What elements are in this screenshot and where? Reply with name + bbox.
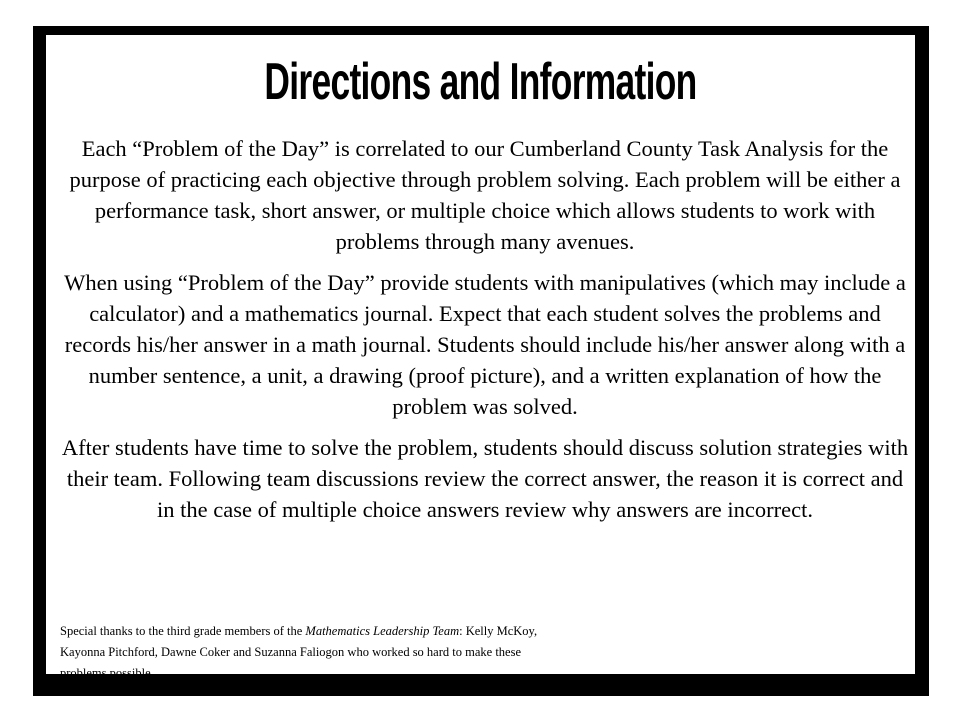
credits-note (60, 621, 550, 684)
paragraph-correlation: Each “Problem of the Day” is correlated to our Cumberland County Task Analysis for the purpose of practicing each objective through problem solving. Each problem will be either a performance task, short answer, or multiple choice which allows students to work with problems through many avenues. (69, 136, 901, 254)
credits-suffix: : Kelly McKoy, Kayonna Pitchford, Dawne Coker and Suzanna Faliogon who worked so hard to make these problems possible. (60, 624, 538, 680)
paragraph-discussion: After students have time to solve the problem, students should discuss solution strategies with their team. Following team discussions review the correct answer, the reason it is correct and in the case of multiple choice answers review why answers are incorrect. (61, 435, 909, 522)
black-frame (33, 26, 929, 696)
credits-team-name: Mathematics Leadership Team (305, 624, 460, 638)
page-title: Directions and Information (264, 53, 697, 111)
body-text (60, 133, 910, 535)
credits-prefix: Special thanks to the third grade members of the (60, 624, 306, 638)
content-panel (46, 35, 915, 680)
paragraph-usage: When using “Problem of the Day” provide students with manipulatives (which may include a calculator) and a mathematics journal. Expect that each student solves the problems and records his/her answer in a math journal. Students should include his/her answer along with a number sentence, a unit, a drawing (proof picture), and a written explanation of how the problem was solved. (64, 270, 906, 419)
